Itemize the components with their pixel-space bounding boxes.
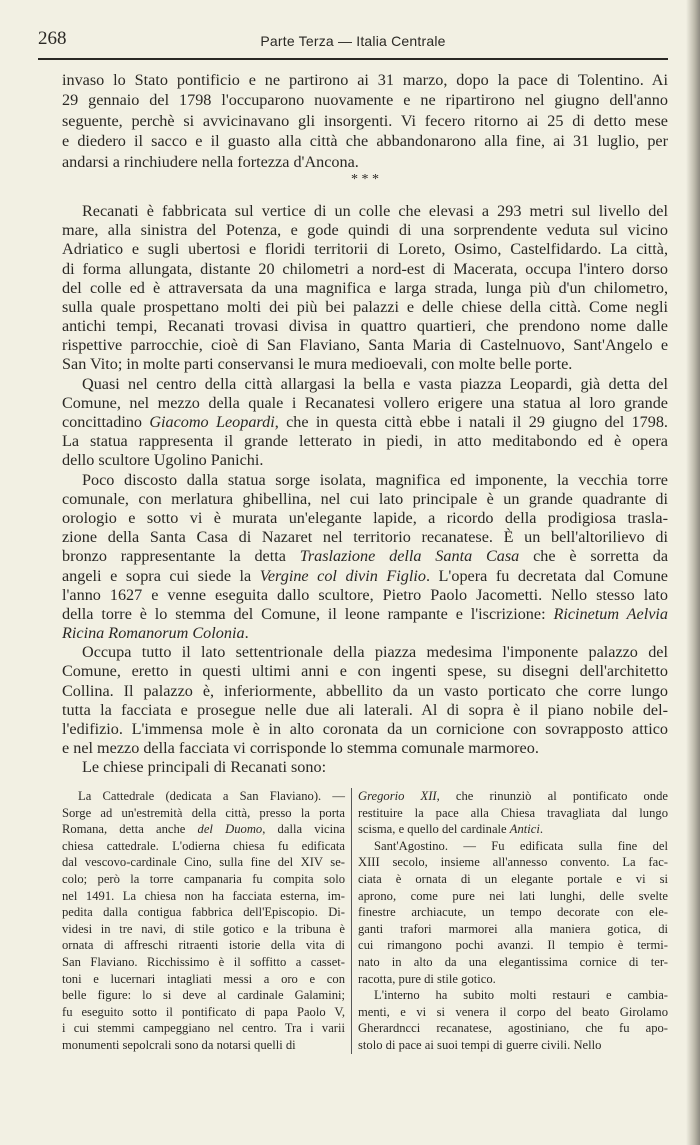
text-segment: stolo di pace ai suoi tempi di guerre civili. Nello — [358, 1037, 602, 1052]
text-segment: L'interno ha subito molti restauri e cambia- — [374, 988, 668, 1003]
text-segment: sulla quale prospettano molti dei più bei palazzi e delle chiese della città. Come negli — [62, 297, 668, 316]
text-segment: che è sorretta da — [519, 547, 669, 566]
text-line — [358, 937, 668, 954]
text-segment: dello scultore Ugolino Panichi. — [62, 451, 264, 470]
text-segment: pedita dalla contigua fabbrica dell'Episcopio. Di- — [62, 905, 345, 920]
text-line — [62, 432, 668, 451]
text-line — [358, 805, 668, 822]
text-segment: Quasi nel centro della città allargasi la bella e vasta piazza Leopardi, già detta del — [82, 374, 668, 393]
text-segment: seguente, perchè si avvicinavano gli insorgenti. Vi fecero ritorno ai 25 di detto mese — [62, 111, 668, 130]
text-segment: antichi tempi, Recanati trovasi divisa in quattro quartieri, che prendono nome dalle — [62, 317, 668, 336]
text-segment: aprono, come pure nei lati lunghi, delle svelte — [358, 888, 668, 903]
text-segment: angeli e sopra cui siede la — [62, 566, 260, 585]
header-rule — [38, 58, 668, 60]
text-segment: invaso lo Stato pontificio e ne partirono ai 31 marzo, dopo la pace di Tolentino. Ai — [62, 71, 668, 89]
text-segment: nato in alto da una elegantissima cornice di ter- — [358, 954, 668, 969]
text-line — [62, 70, 668, 90]
running-header — [38, 28, 668, 52]
text-line — [62, 221, 668, 240]
text-line — [358, 904, 668, 921]
text-line — [62, 720, 668, 739]
text-line — [62, 528, 668, 547]
text-segment: , dalla vicina — [262, 822, 345, 837]
text-line — [358, 987, 668, 1004]
paragraph — [62, 788, 345, 1054]
text-segment: La Cattedrale (dedicata a San Flaviano). — — [78, 789, 345, 803]
text-segment: restituire la pace alla Chiesa travagliata dal lungo — [358, 805, 668, 820]
text-segment: bronzo rappresentante la detta — [62, 547, 300, 566]
text-segment: colo; però la torre campanaria fu compita solo — [62, 871, 345, 886]
text-line — [62, 111, 668, 131]
text-segment: l'edifizio. L'immensa mole è in alto coronata da un cornicione con sovrapposto attico — [62, 720, 668, 739]
italic-text: Antici — [509, 822, 540, 837]
italic-text: Giacomo Leopardi — [149, 413, 275, 432]
text-line — [62, 1037, 345, 1054]
text-line — [358, 788, 668, 805]
text-line — [62, 317, 668, 336]
main-text — [62, 70, 668, 778]
text-line — [62, 682, 668, 701]
text-segment: nel 1491. La chiesa non ha facciata esterna, im- — [62, 888, 345, 903]
text-segment: toni e lucernari intagliati messi a oro e con — [62, 971, 345, 986]
text-segment: scisma, e quello del cardinale — [358, 822, 510, 837]
text-line — [62, 202, 668, 221]
text-line — [62, 937, 345, 954]
text-segment: Gherardncci recanatese, agostiniano, che fu apo- — [358, 1021, 668, 1036]
italic-text: del Duomo — [197, 822, 263, 837]
text-segment: , che in questa città ebbe i natali il 29 giugno del 1798. — [274, 413, 668, 432]
text-segment: Comune, eretto in questi ultimi anni e con ingenti spese, su disegni dell'architetto — [62, 662, 668, 681]
text-line — [62, 758, 668, 777]
text-segment: . — [539, 822, 543, 837]
text-segment: e diedero il sacco e il guasto alla città che abbandonarono alla fine, ai 31 luglio, per — [62, 132, 668, 151]
text-segment: . — [244, 624, 249, 643]
text-line — [62, 260, 668, 279]
text-line — [62, 90, 668, 110]
text-segment: andarsi a rinchiudere nella fortezza d'Ancona. — [62, 152, 359, 171]
paragraph — [358, 788, 668, 838]
text-line — [62, 451, 668, 470]
text-line — [62, 1004, 345, 1021]
section-separator: * * * — [351, 171, 379, 187]
text-segment: 29 gennaio del 1798 l'occuparono nuovamente e ne ripartirono nel giugno dell'anno — [62, 91, 668, 110]
text-segment: Comune, nel mezzo della quale i Recanatesi vollero erigere una statua al loro grande — [62, 393, 668, 412]
page-edge-shadow — [686, 0, 700, 1145]
text-line — [62, 586, 668, 605]
text-line — [62, 131, 668, 151]
italic-text: Ricinetum Aelvia — [553, 604, 668, 623]
text-segment: La statua rappresenta il grande letterato in piedi, in atto meditabondo ed è opera — [62, 432, 668, 451]
text-segment: chiesa cattedrale. L'odierna chiesa fu edificata — [62, 838, 345, 853]
text-segment: XIII secolo, insieme all'annesso convento. La fac- — [358, 855, 668, 870]
text-segment: finestre archiacute, un tempo decorate con ele- — [358, 905, 668, 920]
text-line — [62, 971, 345, 988]
text-segment: ganti trafori marmorei alla maniera gotica, di — [358, 921, 668, 936]
text-segment: ciata è ornata di un elegante portale e vi si — [358, 871, 668, 886]
italic-text: Vergine col divin Figlio — [259, 566, 426, 585]
text-line — [358, 921, 668, 938]
column-divider — [351, 788, 352, 1054]
paragraph — [358, 987, 668, 1053]
text-line — [358, 888, 668, 905]
text-line — [62, 624, 668, 643]
text-segment: . L'opera fu decretata dal Comune — [425, 566, 668, 585]
text-segment: belle figure: lo si deve al cardinale Galamini; — [62, 988, 345, 1003]
text-segment: Le chiese principali di Recanati sono: — [82, 758, 327, 777]
text-line — [358, 971, 668, 988]
text-segment: San Flaviano. Ricchissimo è il soffitto a casset- — [62, 954, 345, 969]
text-line — [358, 854, 668, 871]
text-line — [62, 471, 668, 490]
paragraph — [358, 838, 668, 987]
text-segment: fu eseguito sotto il pontificato di papa Paolo V, — [62, 1004, 345, 1019]
text-segment: comunale, con merlatura ghibellina, nel cui lato principale è un grande quadrante di — [62, 489, 668, 508]
text-segment: San Vito; in molte parti conservansi le mura medioevali, con molte belle porte. — [62, 355, 573, 374]
text-line — [62, 921, 345, 938]
text-line — [62, 547, 668, 566]
text-segment: della torre è lo stemma del Comune, il leone rampante e l'iscrizione: — [62, 604, 554, 623]
text-segment: Romana, detta anche — [62, 822, 198, 837]
text-segment: Recanati è fabbricata sul vertice di un colle che elevasi a 293 metri sul livello del — [82, 201, 668, 220]
text-line — [358, 871, 668, 888]
running-title: Parte Terza — Italia Centrale — [260, 33, 446, 49]
text-segment: menti, e vi si venera il corpo del beato Girolamo — [358, 1004, 668, 1019]
text-segment: mare, alla sinistra del Potenza, e gode quindi di una sorprendente veduta sul vicino — [62, 221, 668, 240]
text-line — [62, 954, 345, 971]
text-segment: , che rinunziò al pontificato onde — [436, 789, 668, 803]
text-segment: orologio e sotto vi è murata un'elegante lapide, a ricordo della prodigiosa trasla- — [62, 508, 668, 527]
text-line — [62, 394, 668, 413]
paragraph — [62, 471, 668, 644]
text-line — [62, 1020, 345, 1037]
text-line — [62, 567, 668, 586]
text-line — [62, 701, 668, 720]
italic-text: Traslazione della Santa Casa — [299, 547, 520, 566]
text-line — [358, 1020, 668, 1037]
text-line — [358, 838, 668, 855]
page-number: 268 — [38, 28, 67, 49]
text-line — [62, 298, 668, 317]
text-line — [62, 355, 668, 374]
text-segment: Occupa tutto il lato settentrionale della piazza medesima l'imponente palazzo del — [82, 643, 668, 662]
text-segment: videsi in tre navi, di stile gotico e la tribuna è — [62, 921, 345, 936]
text-segment: monumenti sepolcrali sono da notarsi quelli di — [62, 1037, 296, 1052]
text-segment: Adriatico e sugli ubertosi e floridi territorii di Loreto, Osimo, Castelfidardo. La città, — [62, 240, 668, 259]
text-line — [62, 490, 668, 509]
italic-text: Gregorio XII — [358, 789, 437, 803]
text-line — [62, 788, 345, 805]
text-line — [62, 904, 345, 921]
text-line — [62, 605, 668, 624]
text-line — [62, 375, 668, 394]
paragraph — [62, 375, 668, 471]
text-line — [358, 1004, 668, 1021]
text-segment: l'anno 1627 e venne eseguita dallo scultore, Pietro Paolo Jacometti. Nello stesso lato — [62, 585, 668, 604]
text-line — [62, 838, 345, 855]
text-segment: ornata di affreschi ritraenti istorie della vita di — [62, 938, 345, 953]
text-line — [62, 662, 668, 681]
text-line — [62, 643, 668, 662]
text-line — [62, 739, 668, 758]
text-segment: del colle ed è attraversata da una magnifica e larga strada, lunga più d'un chilometro, — [62, 278, 668, 297]
text-segment: rispettive parrocchie, cioè di San Flaviano, Santa Maria di Castelnuovo, Sant'Angelo e — [62, 336, 668, 355]
paragraph — [62, 758, 668, 777]
text-line — [62, 805, 345, 822]
text-line — [358, 821, 668, 838]
text-segment: Collina. Il palazzo è, inferiormente, abbellito da un vasto porticato che corre lungo — [62, 681, 668, 700]
text-segment: zione della Santa Casa di Nazaret nel territorio recanatese. È un bell'altorilievo di — [62, 528, 668, 547]
text-line — [358, 1037, 668, 1054]
text-segment: concittadino — [62, 413, 150, 432]
left-column — [62, 788, 345, 1054]
paragraph — [62, 70, 668, 172]
text-line — [62, 279, 668, 298]
text-segment: racotta, pure di stile gotico. — [358, 971, 496, 986]
text-line — [62, 240, 668, 259]
text-line — [62, 413, 668, 432]
text-line — [62, 509, 668, 528]
text-line — [62, 987, 345, 1004]
text-line — [358, 954, 668, 971]
text-line — [62, 888, 345, 905]
text-line — [62, 854, 345, 871]
text-segment: e nel mezzo della facciata vi corrisponde lo stemma comunale marmoreo. — [62, 739, 539, 758]
text-line — [62, 871, 345, 888]
paragraph — [62, 643, 668, 758]
italic-text: Ricina Romanorum Colonia — [62, 624, 245, 643]
text-segment: Sant'Agostino. — Fu edificata sulla fine del — [374, 838, 668, 853]
text-segment: di forma allungata, distante 20 chilometri a nord-est di Macerata, occupa l'intero dorso — [62, 259, 668, 278]
text-segment: Sorge ad un'estremità della città, presso la porta — [62, 805, 345, 820]
text-line — [62, 336, 668, 355]
text-line — [62, 152, 668, 172]
text-segment: cui rimangono pochi avanzi. Il tempio è termi- — [358, 938, 668, 953]
text-segment: i cui stemmi campeggiano nel centro. Tra i varii — [62, 1021, 345, 1036]
text-line — [62, 821, 345, 838]
text-segment: Poco discosto dalla statua sorge isolata, magnifica ed imponente, la vecchia torre — [82, 470, 668, 489]
right-column — [358, 788, 668, 1054]
paragraph — [62, 202, 668, 375]
text-segment: tutta la facciata e prosegue nelle due ali laterali. Al di sopra è il piano nobile del- — [62, 700, 668, 719]
text-segment: dal vescovo-cardinale Cino, sulla fine del XIV se- — [62, 855, 345, 870]
